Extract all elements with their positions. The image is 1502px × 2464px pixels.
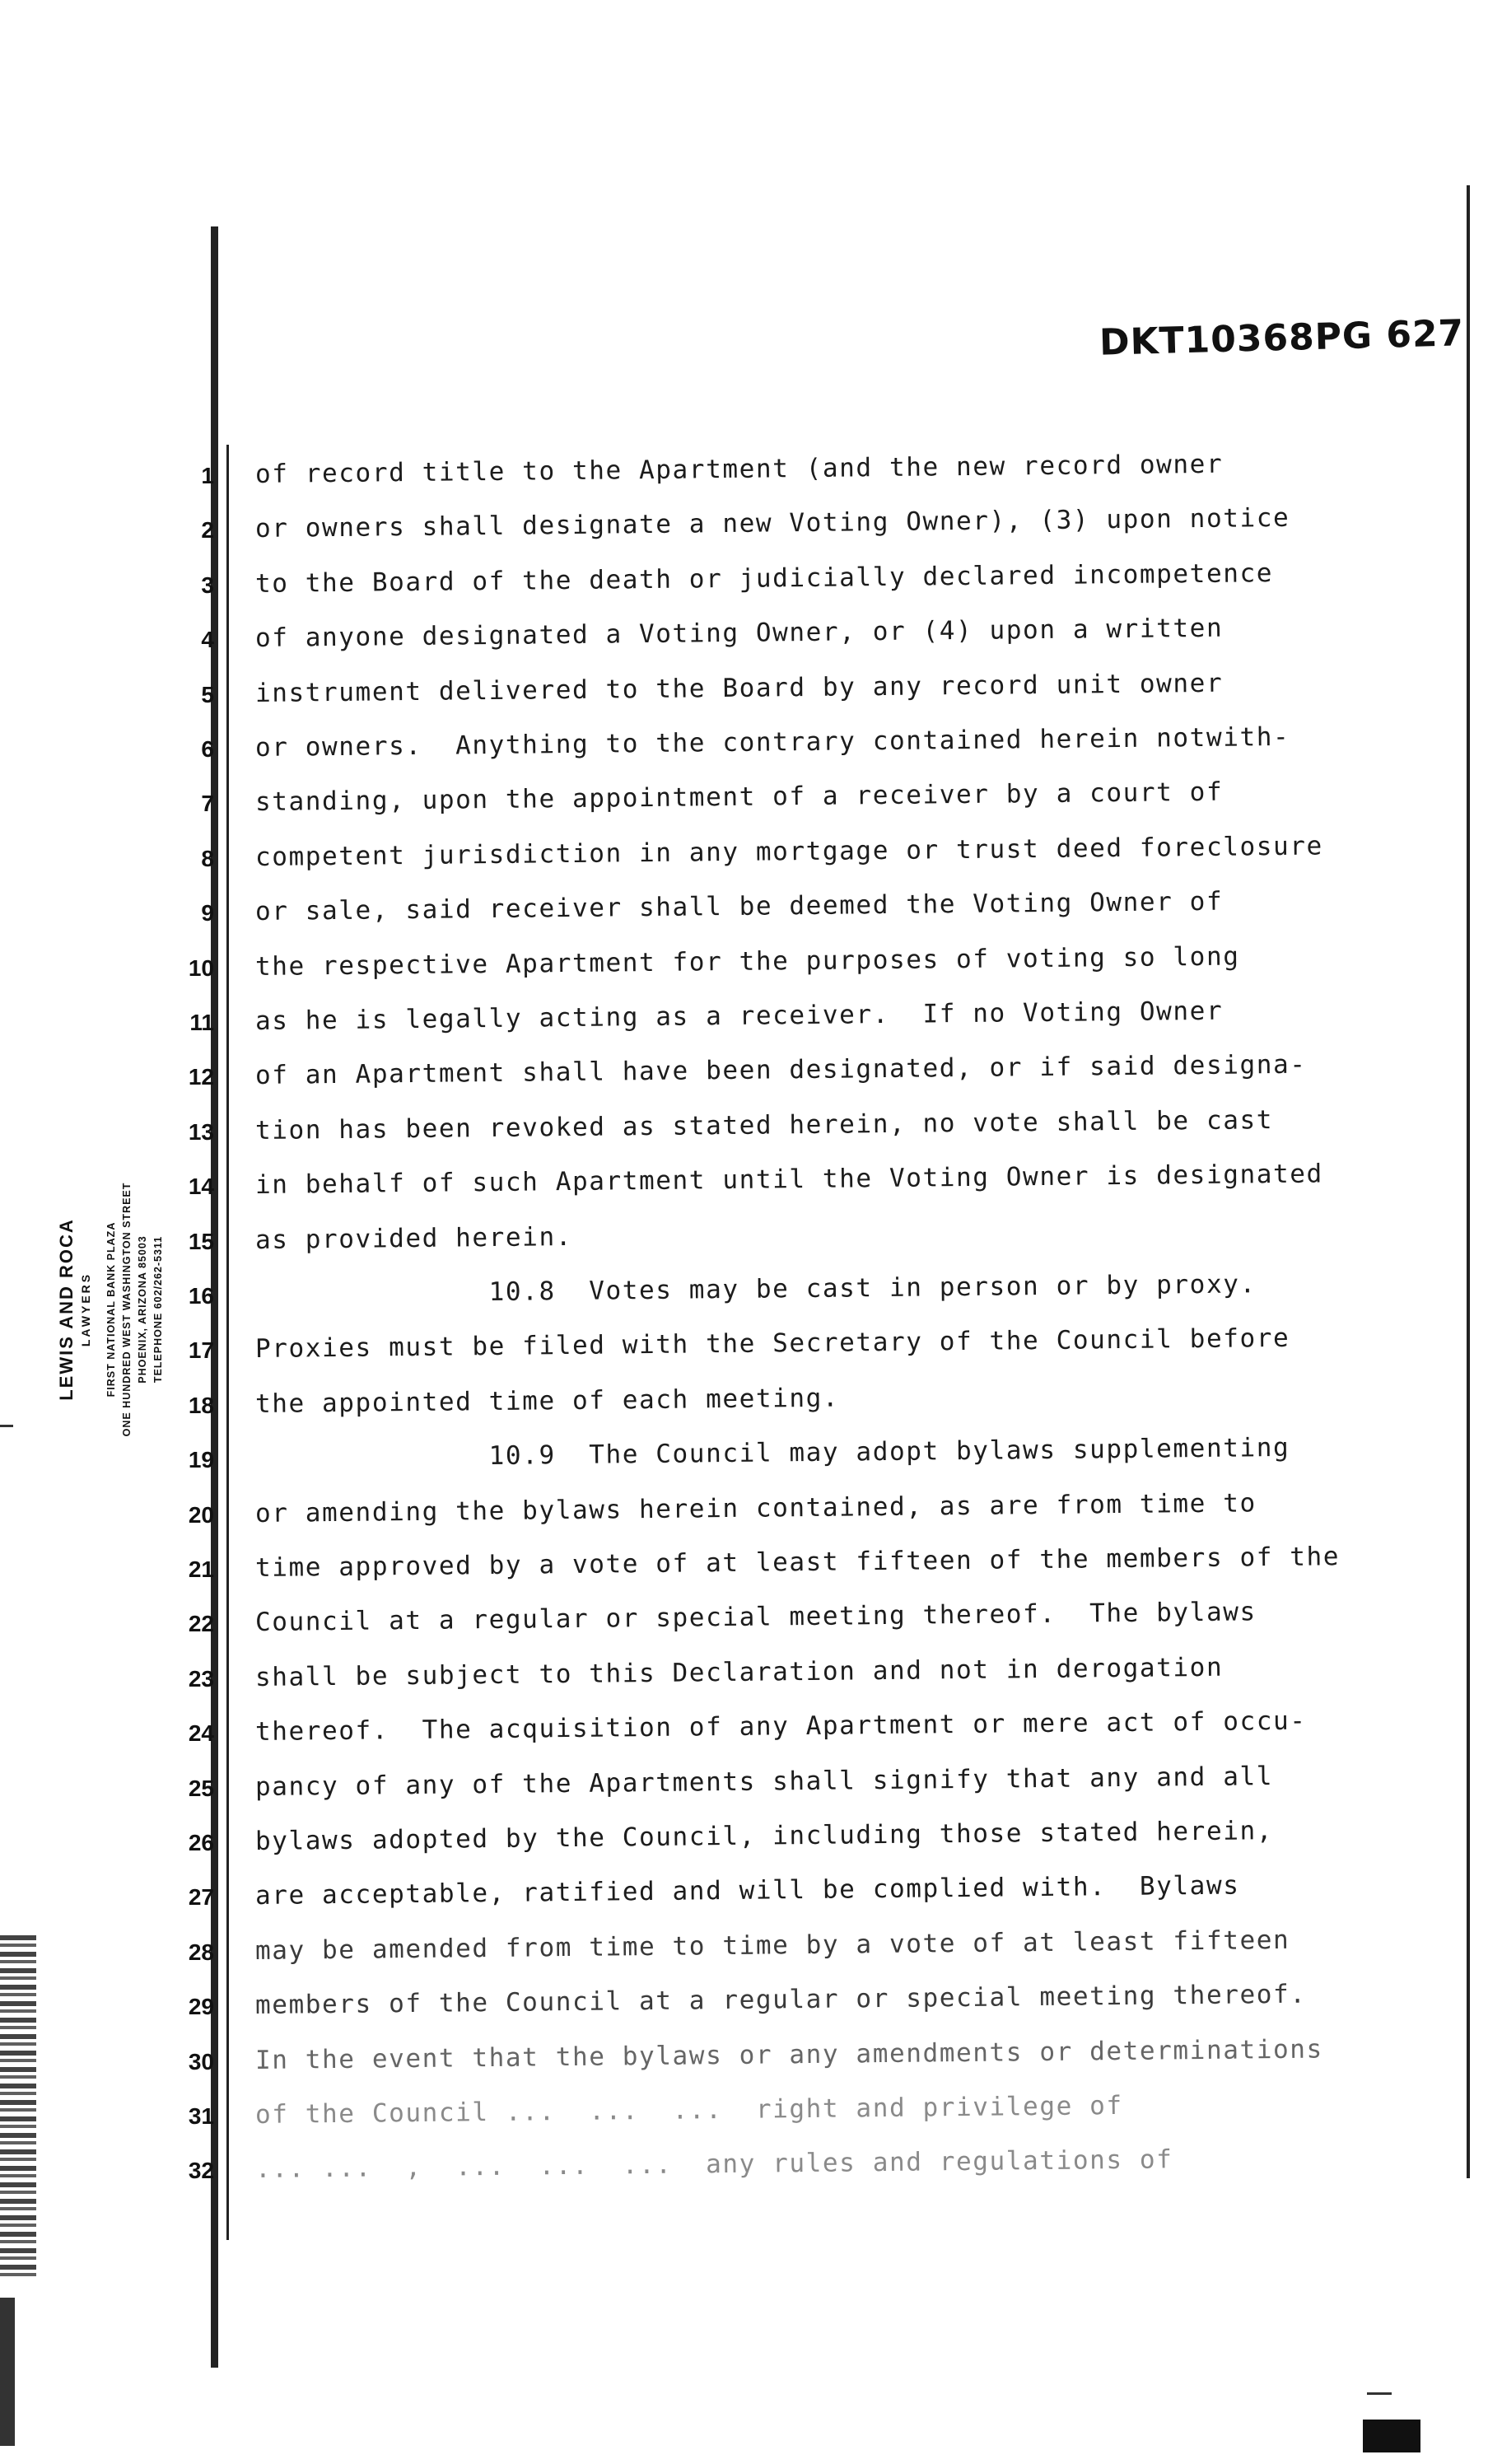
line-number: 15 xyxy=(188,1228,214,1254)
document-line: thereof. The acquisition of any Apartment or mere act of occu- xyxy=(254,1706,1307,1748)
document-line: instrument delivered to the Board by any record unit owner xyxy=(254,668,1224,708)
line-number: 29 xyxy=(188,1994,214,2020)
firm-title: LAWYERS xyxy=(79,1272,92,1347)
firm-address-line: ONE HUNDRED WEST WASHINGTON STREET xyxy=(121,1182,133,1437)
document-line: as he is legally acting as a receiver. If no Voting Owner xyxy=(254,996,1224,1036)
document-line: of record title to the Apartment (and the new record owner xyxy=(254,449,1224,489)
document-line: Proxies must be filed with the Secretary of the Council before xyxy=(254,1323,1290,1365)
document-line: or amending the bylaws herein contained, as are from time to xyxy=(254,1487,1257,1528)
scan-corner-artifact xyxy=(1363,2420,1420,2452)
firm-address-line: PHOENIX, ARIZONA 85003 xyxy=(137,1235,148,1384)
line-number: 31 xyxy=(188,2103,214,2129)
document-line: of the Council ... ... ... right and privilege of xyxy=(254,2090,1123,2130)
inner-margin-rule xyxy=(226,445,229,2240)
line-number: 32 xyxy=(188,2158,214,2184)
document-line: time approved by a vote of at least fifteen of the members of the xyxy=(254,1542,1341,1583)
document-line: pancy of any of the Apartments shall signify that any and all xyxy=(254,1761,1274,1802)
right-margin-rule xyxy=(1467,185,1470,2178)
document-line: members of the Council at a regular or special meeting thereof. xyxy=(254,1979,1307,2021)
line-number: 22 xyxy=(188,1611,214,1637)
line-number: 26 xyxy=(188,1830,214,1855)
line-number: 6 xyxy=(201,736,214,762)
document-line: standing, upon the appointment of a receiver by a court of xyxy=(254,777,1224,818)
document-line: bylaws adopted by the Council, including those stated herein, xyxy=(254,1816,1274,1856)
document-line: the respective Apartment for the purposes of voting so long xyxy=(254,941,1240,982)
line-number: 28 xyxy=(188,1939,214,1965)
document-line: tion has been revoked as stated herein, no vote shall be cast xyxy=(254,1104,1274,1146)
document-line: of anyone designated a Voting Owner, or (4) upon a written xyxy=(254,613,1224,654)
document-line: the appointed time of each meeting. xyxy=(254,1383,840,1419)
line-number: 14 xyxy=(188,1174,214,1200)
firm-address-line: FIRST NATIONAL BANK PLAZA xyxy=(105,1221,117,1398)
document-line: in behalf of such Apartment until the Voting Owner is designated xyxy=(254,1159,1323,1201)
margin-tick xyxy=(1367,2392,1392,2395)
line-number: 9 xyxy=(201,900,214,926)
line-number: 16 xyxy=(188,1283,214,1309)
line-number: 24 xyxy=(188,1720,214,1747)
document-line: competent jurisdiction in any mortgage or trust deed foreclosure xyxy=(254,831,1323,872)
document-line: shall be subject to this Declaration and not in derogation xyxy=(254,1652,1224,1692)
line-number: 20 xyxy=(188,1501,214,1528)
line-number: 4 xyxy=(201,627,214,653)
line-number: 5 xyxy=(201,681,214,707)
document-line: or owners. Anything to the contrary contained herein notwith- xyxy=(254,721,1290,763)
document-line: Council at a regular or special meeting thereof. The bylaws xyxy=(254,1597,1257,1638)
line-number: 23 xyxy=(188,1665,214,1692)
line-number: 11 xyxy=(189,1010,214,1035)
line-number: 3 xyxy=(201,572,214,598)
firm-telephone: TELEPHONE 602/262-5311 xyxy=(152,1235,164,1384)
line-number: 8 xyxy=(201,845,214,871)
document-line: In the event that the bylaws or any amendments or determinations xyxy=(254,2034,1323,2075)
margin-tick xyxy=(0,1425,13,1427)
line-number: 18 xyxy=(188,1392,214,1418)
line-number: 27 xyxy=(188,1884,214,1911)
line-number: 2 xyxy=(201,517,214,544)
document-line: to the Board of the death or judicially declared incompetence xyxy=(254,558,1274,599)
scan-edge-artifact-lower xyxy=(0,2298,15,2446)
line-number: 30 xyxy=(188,2048,214,2074)
line-number: 12 xyxy=(188,1064,214,1090)
line-number: 10 xyxy=(188,954,214,981)
document-line: of an Apartment shall have been designated, or if said designa- xyxy=(254,1050,1307,1091)
document-line: ... ... , ... ... ... any rules and regulations of xyxy=(254,2144,1173,2185)
document-line: or owners shall designate a new Voting Owner), (3) upon notice xyxy=(254,503,1290,544)
document-line: 10.8 Votes may be cast in person or by proxy. xyxy=(254,1269,1257,1309)
scan-edge-artifact xyxy=(0,1935,36,2281)
line-number: 7 xyxy=(201,791,214,817)
line-number: 19 xyxy=(188,1447,214,1473)
document-line: or sale, said receiver shall be deemed the Voting Owner of xyxy=(254,886,1224,927)
line-number: 21 xyxy=(188,1556,214,1582)
line-number: 1 xyxy=(201,463,214,488)
document-line: as provided herein. xyxy=(254,1221,573,1255)
firm-name: LEWIS AND ROCA xyxy=(56,1218,77,1401)
line-number: 25 xyxy=(188,1775,214,1801)
document-line: 10.9 The Council may adopt bylaws supplementing xyxy=(254,1433,1290,1474)
line-number: 17 xyxy=(188,1337,214,1364)
document-line: are acceptable, ratified and will be complied with. Bylaws xyxy=(254,1870,1240,1911)
document-line: may be amended from time to time by a vote of at least fifteen xyxy=(254,1925,1290,1966)
line-number: 13 xyxy=(188,1118,214,1145)
recording-stamp: DKT10368PG 627 xyxy=(1099,312,1465,364)
